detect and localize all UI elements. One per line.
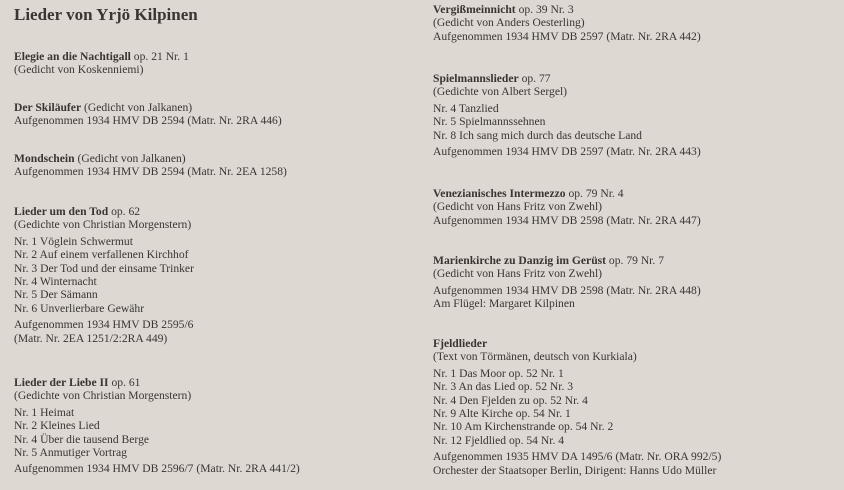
song-entry (433, 254, 839, 311)
song-heading (433, 254, 839, 267)
song-opus: op. 79 Nr. 4 (565, 187, 624, 200)
song-number: Nr. 5 Der Sämann (14, 288, 98, 302)
song-title: Venezianisches Intermezzo (433, 187, 566, 200)
song-detail: (Gedichte von Christian Morgenstern) (14, 389, 192, 403)
song-opus: op. 79 Nr. 7 (606, 254, 664, 267)
song-entry (433, 337, 839, 477)
recording-info: Aufgenommen 1935 HMV DA 1495/6 (Matr. Nr. ORA 992/5) (433, 450, 722, 464)
page-title: Lieder von Yrjö Kilpinen (14, 5, 198, 24)
song-number: Nr. 10 Am Kirchenstrande op. 54 Nr. 2 (433, 420, 614, 434)
song-title: Spielmannslieder (433, 72, 519, 85)
song-entry (14, 50, 418, 77)
recording-info: Aufgenommen 1934 HMV DB 2597 (Matr. Nr. 2RA 443) (433, 145, 701, 159)
song-opus: op. 61 (108, 376, 141, 389)
song-number: Nr. 4 Tanzlied (433, 101, 499, 115)
song-heading (14, 205, 418, 218)
song-detail: (Gedicht von Hans Fritz von Zwehl) (433, 200, 603, 214)
song-heading (14, 50, 418, 63)
song-detail: (Text von Törmänen, deutsch von Kurkiala) (433, 350, 637, 364)
song-detail: (Gedicht von Hans Fritz von Zwehl) (433, 267, 603, 281)
song-detail: Aufgenommen 1934 HMV DB 2594 (Matr. Nr. 2RA 446) (14, 114, 282, 128)
song-detail: Aufgenommen 1934 HMV DB 2594 (Matr. Nr. 2EA 1258) (14, 165, 287, 179)
song-number: Nr. 12 Fjeldlied op. 54 Nr. 4 (433, 433, 565, 447)
song-number: Nr. 4 Über die tausend Berge (14, 432, 150, 446)
song-title: Fjeldlieder (433, 337, 488, 350)
song-number: Nr. 1 Vöglein Schwermut (14, 234, 133, 248)
song-number: Nr. 5 Spielmannssehnen (433, 115, 546, 129)
song-number: Nr. 9 Alte Kirche op. 54 Nr. 1 (433, 407, 571, 421)
song-entry (14, 152, 418, 179)
song-number: Nr. 1 Heimat (14, 405, 75, 419)
song-heading (433, 72, 839, 85)
song-opus: (Gedicht von Jalkanen) (74, 152, 186, 165)
song-detail: (Gedicht von Anders Oesterling) (433, 16, 585, 30)
song-number: Nr. 8 Ich sang mich durch das deutsche Land (433, 128, 642, 142)
song-title: Marienkirche zu Danzig im Gerüst (433, 254, 607, 267)
song-number: Nr. 1 Das Moor op. 52 Nr. 1 (433, 366, 564, 380)
song-title: Elegie an die Nachtigall (14, 50, 131, 63)
song-detail: (Gedicht von Koskenniemi) (14, 63, 144, 77)
song-number: Nr. 3 An das Lied op. 52 Nr. 3 (433, 380, 574, 394)
song-number: Nr. 2 Auf einem verfallenen Kirchhof (14, 248, 189, 262)
song-entry (433, 187, 839, 227)
song-title: Der Skiläufer (14, 101, 82, 114)
song-detail: Aufgenommen 1934 HMV DB 2597 (Matr. Nr. 2RA 442) (433, 29, 701, 43)
song-detail: (Gedichte von Albert Sergel) (433, 85, 568, 99)
song-title: Mondschein (14, 152, 75, 165)
recording-info: Aufgenommen 1934 HMV DB 2598 (Matr. Nr. 2RA 448) (433, 283, 701, 297)
song-number: Nr. 6 Unverlierbare Gewähr (14, 301, 145, 315)
song-title: Lieder um den Tod (14, 205, 109, 218)
recording-info: Aufgenommen 1934 HMV DB 2595/6 (14, 318, 194, 332)
song-heading (433, 337, 839, 350)
song-number: Nr. 5 Anmutiger Vortrag (14, 446, 127, 460)
song-heading (14, 152, 418, 165)
song-heading (14, 101, 418, 114)
recording-info: (Matr. Nr. 2EA 1251/2:2RA 449) (14, 331, 168, 345)
song-entry (14, 101, 418, 128)
song-number: Nr. 4 Den Fjelden zu op. 52 Nr. 4 (433, 393, 588, 407)
song-number: Nr. 4 Winternacht (14, 275, 97, 289)
recording-info: Orchester der Staatsoper Berlin, Dirigent: Hanns Udo Müller (433, 463, 717, 477)
song-opus: op. 62 (108, 205, 141, 218)
song-entry (14, 376, 418, 476)
song-opus: op. 39 Nr. 3 (515, 3, 574, 16)
song-opus: op. 77 (518, 72, 551, 85)
song-opus: (Gedicht von Jalkanen) (81, 101, 193, 114)
song-opus: op. 21 Nr. 1 (130, 50, 189, 63)
song-heading (433, 3, 839, 16)
song-title: Vergißmeinnicht (433, 3, 516, 16)
song-entry (433, 72, 839, 158)
song-title: Lieder der Liebe II (14, 376, 109, 389)
song-heading (14, 376, 418, 389)
recording-info: Aufgenommen 1934 HMV DB 2596/7 (Matr. Nr. 2RA 441/2) (14, 462, 300, 476)
song-heading (433, 187, 839, 200)
song-number: Nr. 3 Der Tod und der einsame Trinker (14, 261, 194, 275)
song-number: Nr. 2 Kleines Lied (14, 419, 100, 433)
song-entry (14, 205, 418, 345)
recording-info: Am Flügel: Margaret Kilpinen (433, 297, 575, 311)
song-detail: (Gedichte von Christian Morgenstern) (14, 218, 192, 232)
song-entry (433, 3, 839, 43)
song-detail: Aufgenommen 1934 HMV DB 2598 (Matr. Nr. 2RA 447) (433, 213, 701, 227)
